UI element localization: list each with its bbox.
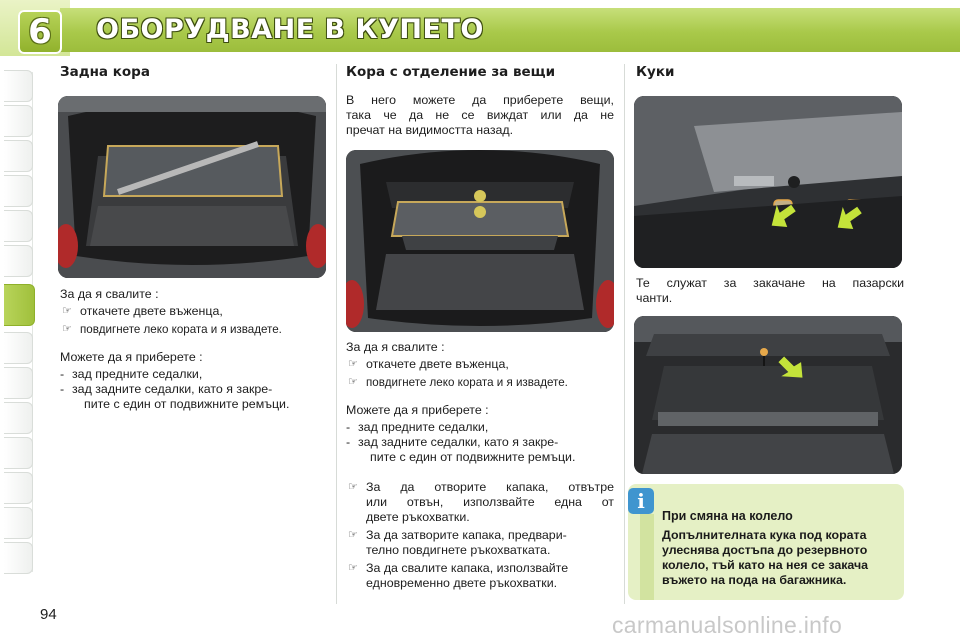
- cover-step-3: ☞ За да свалите капака, използвайте едновременно двете ръкохватки.: [348, 561, 569, 590]
- info-line-4: въжето на пода на багажника.: [662, 573, 847, 587]
- chapter-tab-11[interactable]: [4, 437, 33, 469]
- chapter-tab-4[interactable]: [4, 175, 33, 207]
- store-item-2-1: - зад предните седалки,: [346, 420, 489, 434]
- hooks-caption-line-1: Те служат за закачане на пазарски: [636, 276, 904, 290]
- remove-intro: За да я свалите :: [60, 287, 159, 301]
- store-item-2-cont: пите с един от подвижните ремъци.: [84, 397, 290, 411]
- intro-line-3: пречат на видимостта назад.: [346, 123, 514, 137]
- chapter-tab-6[interactable]: [4, 245, 33, 277]
- info-title: При смяна на колело: [662, 509, 793, 523]
- pointing-hand-icon: ☞: [348, 529, 358, 541]
- storage-cover-photo: [346, 150, 614, 332]
- remove-step-1: ☞ откачете двете въженца,: [62, 304, 223, 318]
- page-number: 94: [40, 606, 57, 623]
- cover-step-1: ☞ За да отворите капака, отвътре или отвън, използвайте една от двете ръкохватки.: [348, 480, 614, 524]
- remove-step-2-1: ☞ откачете двете въженца,: [348, 357, 509, 371]
- remove-step-2-2: ☞ повдигнете леко кората и я извадете.: [348, 376, 568, 389]
- section-title-rear-cover: Задна кора: [60, 64, 150, 80]
- cover-step-2: ☞ За да затворите капака, предвари- телно повдигнете ръкохватката.: [348, 528, 567, 557]
- info-box-side-bar: [640, 514, 654, 600]
- column-divider-1: [336, 64, 337, 604]
- intro-line-2: така че да не се виждат или да не: [346, 108, 614, 122]
- chapter-tab-8[interactable]: [4, 332, 33, 364]
- intro-line-1: В него можете да приберете вещи,: [346, 93, 614, 107]
- chapter-tab-14[interactable]: [4, 542, 33, 574]
- chapter-tab-12[interactable]: [4, 472, 33, 504]
- info-icon: i: [628, 488, 654, 514]
- chapter-tab-5[interactable]: [4, 210, 33, 242]
- hooks-caption-line-2: чанти.: [636, 291, 673, 305]
- pointing-hand-icon: ☞: [348, 562, 358, 574]
- store-item-2-2-cont: пите с един от подвижните ремъци.: [370, 450, 576, 464]
- chapter-tab-10[interactable]: [4, 402, 33, 434]
- store-item-1: - зад предните седалки,: [60, 367, 203, 381]
- pointing-hand-icon: ☞: [348, 481, 358, 493]
- store-intro: Можете да я приберете :: [60, 350, 203, 364]
- store-intro-2: Можете да я приберете :: [346, 403, 489, 417]
- section-title-hooks: Куки: [636, 64, 675, 80]
- chapter-tab-1[interactable]: [4, 70, 33, 102]
- pointing-hand-icon: ☞: [348, 358, 358, 370]
- pointing-hand-icon: ☞: [62, 323, 72, 335]
- remove-step-2: ☞ повдигнете леко кората и я извадете.: [62, 323, 282, 336]
- hook-under-cover-photo: [634, 316, 902, 474]
- info-line-2: улеснява достъпа до резервното: [662, 543, 868, 557]
- column-divider-2: [624, 64, 625, 604]
- chapter-tab-3[interactable]: [4, 140, 33, 172]
- store-item-2: - зад задните седалки, като я закре-: [60, 382, 273, 396]
- store-item-2-2: - зад задните седалки, като я закре-: [346, 435, 559, 449]
- chapter-badge: 6: [18, 10, 62, 54]
- chapter-tab-active[interactable]: [4, 284, 35, 326]
- remove-intro-2: За да я свалите :: [346, 340, 445, 354]
- chapter-tab-13[interactable]: [4, 507, 33, 539]
- rear-cover-photo: [58, 96, 326, 278]
- info-line-3: колело, тъй като на нея се закача: [662, 558, 869, 572]
- watermark: carmanualsonline.info: [612, 612, 843, 638]
- pointing-hand-icon: ☞: [348, 376, 358, 388]
- chapter-title: ОБОРУДВАНЕ В КУПЕТО: [96, 14, 484, 45]
- section-title-storage-cover: Кора с отделение за вещи: [346, 64, 556, 80]
- hooks-photo: [634, 96, 902, 268]
- info-line-1: Допълнителната кука под кората: [662, 528, 867, 542]
- chapter-tab-2[interactable]: [4, 105, 33, 137]
- pointing-hand-icon: ☞: [62, 305, 72, 317]
- chapter-tab-9[interactable]: [4, 367, 33, 399]
